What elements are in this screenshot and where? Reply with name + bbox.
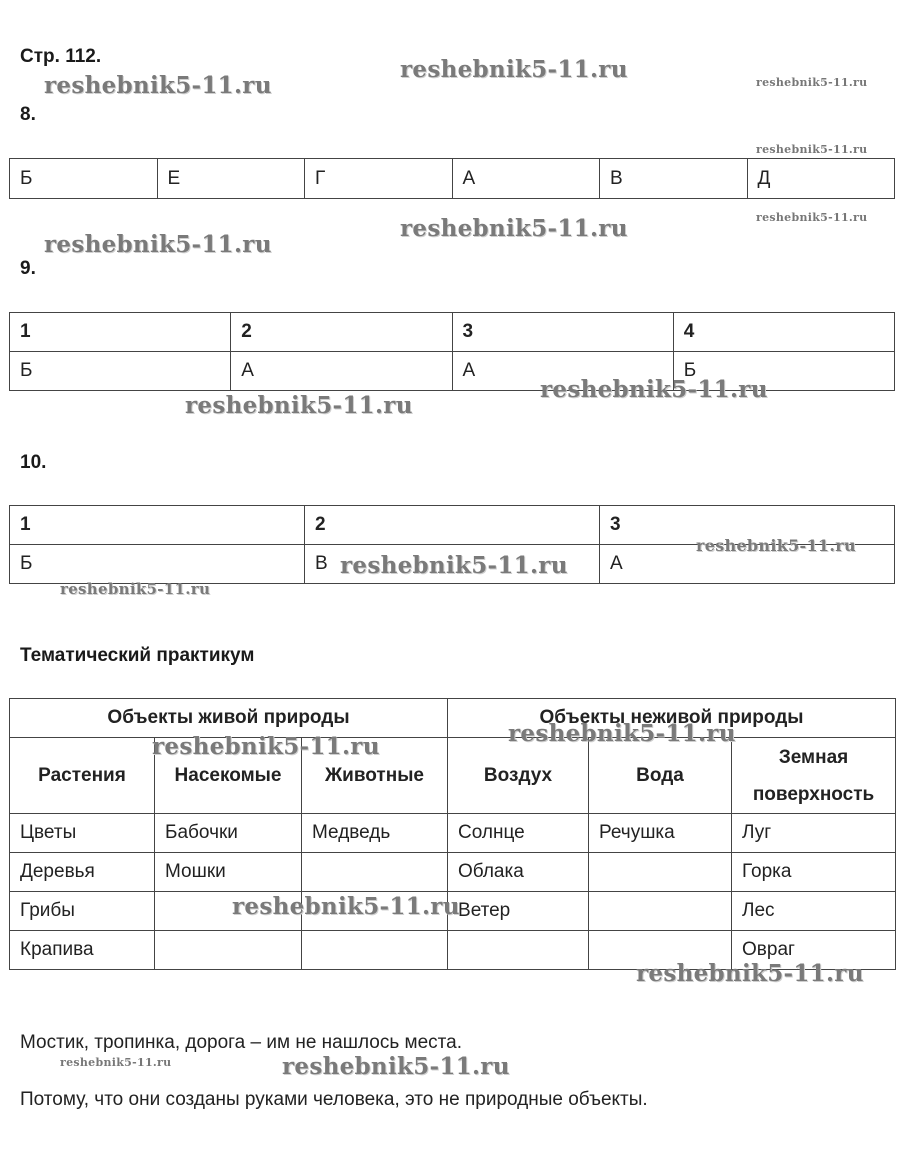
task8-answer-6: Д [747, 159, 895, 199]
group-living-header: Объекты живой природы [10, 699, 448, 738]
table-cell: Лес [732, 892, 896, 931]
practicum-title: Тематический практикум [20, 645, 255, 666]
column-header-insects: Насекомые [155, 738, 302, 814]
task8-answer-1: Б [10, 159, 158, 199]
watermark: reshebnik5-11.ru [44, 72, 272, 99]
watermark: reshebnik5-11.ru [400, 56, 628, 83]
watermark: reshebnik5-11.ru [232, 893, 460, 920]
watermark: reshebnik5-11.ru [756, 76, 868, 89]
table-cell: Грибы [10, 892, 155, 931]
table-cell: Облака [448, 853, 589, 892]
table-cell [589, 892, 732, 931]
task9-number: 9. [20, 258, 36, 279]
table-cell: Луг [732, 814, 896, 853]
watermark: reshebnik5-11.ru [60, 1056, 172, 1069]
task10-answer-1: Б [10, 545, 305, 584]
task9-header-3: 3 [452, 313, 673, 352]
watermark: reshebnik5-11.ru [696, 536, 856, 555]
task8-answer-3: Г [305, 159, 453, 199]
table-cell [302, 931, 448, 970]
watermark: reshebnik5-11.ru [636, 960, 864, 987]
table-cell [155, 931, 302, 970]
task10-header-2: 2 [305, 506, 600, 545]
watermark: reshebnik5-11.ru [340, 552, 568, 579]
page-label: Стр. 112. [20, 46, 102, 67]
task8-number: 8. [20, 104, 36, 125]
table-cell [448, 931, 589, 970]
table-cell: Солнце [448, 814, 589, 853]
table-row [10, 853, 896, 892]
note-2: Потому, что они созданы руками человека, это не природные объекты. [20, 1089, 648, 1110]
watermark: reshebnik5-11.ru [540, 376, 768, 403]
table-cell: Речушка [589, 814, 732, 853]
column-header-animals: Животные [302, 738, 448, 814]
table-cell [589, 853, 732, 892]
task9-header-4: 4 [673, 313, 894, 352]
practicum-table [9, 698, 896, 970]
task10-header-1: 1 [10, 506, 305, 545]
task8-table [9, 158, 895, 199]
table-cell: Крапива [10, 931, 155, 970]
task9-answer-2: А [231, 352, 452, 391]
task9-answer-3: А [452, 352, 673, 391]
table-cell: Ветер [448, 892, 589, 931]
task8-answer-2: Е [157, 159, 305, 199]
task10-header-3: 3 [600, 506, 895, 545]
watermark: reshebnik5-11.ru [60, 580, 211, 598]
group-nonliving-header: Объекты неживой природы [448, 699, 896, 738]
watermark: reshebnik5-11.ru [756, 211, 868, 224]
watermark: reshebnik5-11.ru [508, 720, 736, 747]
column-header-water: Вода [589, 738, 732, 814]
watermark: reshebnik5-11.ru [185, 392, 413, 419]
table-cell: Горка [732, 853, 896, 892]
table-cell: Мошки [155, 853, 302, 892]
column-header-earth-surface: Земная поверхность [732, 738, 896, 814]
task9-header-2: 2 [231, 313, 452, 352]
watermark: reshebnik5-11.ru [282, 1053, 510, 1080]
watermark: reshebnik5-11.ru [400, 215, 628, 242]
table-cell: Медведь [302, 814, 448, 853]
table-cell: Деревья [10, 853, 155, 892]
task10-number: 10. [20, 452, 47, 473]
task9-header-1: 1 [10, 313, 231, 352]
table-cell [302, 853, 448, 892]
task10-answer-3: А [600, 545, 895, 584]
watermark: reshebnik5-11.ru [756, 143, 868, 156]
table-cell: Бабочки [155, 814, 302, 853]
task9-answer-4: Б [673, 352, 894, 391]
task10-answer-2: В [305, 545, 600, 584]
table-row [10, 814, 896, 853]
table-cell: Овраг [732, 931, 896, 970]
task9-answer-1: Б [10, 352, 231, 391]
task8-answer-4: А [452, 159, 600, 199]
watermark: reshebnik5-11.ru [44, 231, 272, 258]
column-header-air: Воздух [448, 738, 589, 814]
watermark: reshebnik5-11.ru [152, 733, 380, 760]
task8-answer-5: В [600, 159, 748, 199]
column-header-plants: Растения [10, 738, 155, 814]
note-1: Мостик, тропинка, дорога – им не нашлось места. [20, 1032, 462, 1053]
table-cell: Цветы [10, 814, 155, 853]
